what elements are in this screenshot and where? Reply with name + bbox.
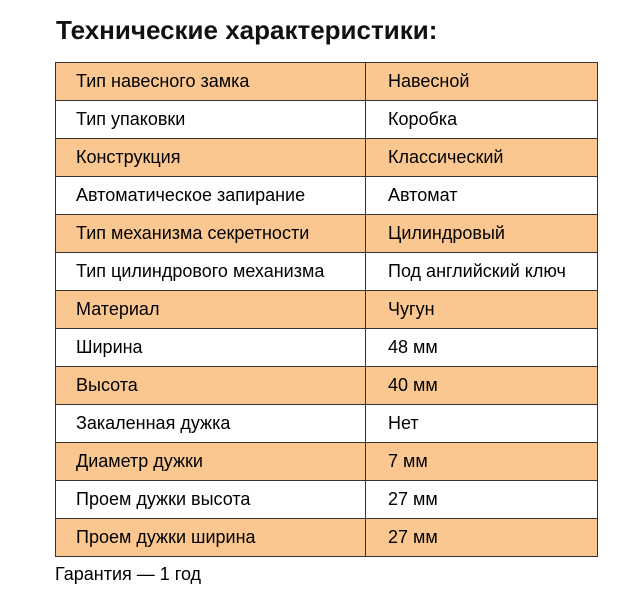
spec-value: Чугун [366, 291, 598, 329]
table-row [56, 215, 598, 253]
spec-value: 7 мм [366, 443, 598, 481]
spec-value: 27 мм [366, 519, 598, 557]
spec-label: Проем дужки высота [56, 481, 366, 519]
spec-label: Тип навесного замка [56, 63, 366, 101]
spec-value: Коробка [366, 101, 598, 139]
spec-label: Конструкция [56, 139, 366, 177]
spec-label: Материал [56, 291, 366, 329]
spec-label: Диаметр дужки [56, 443, 366, 481]
spec-value: Классический [366, 139, 598, 177]
specs-table [55, 62, 598, 557]
spec-value: 40 мм [366, 367, 598, 405]
table-row [56, 101, 598, 139]
spec-value: Автомат [366, 177, 598, 215]
spec-label: Ширина [56, 329, 366, 367]
table-row [56, 367, 598, 405]
table-row [56, 139, 598, 177]
table-row [56, 443, 598, 481]
spec-label: Закаленная дужка [56, 405, 366, 443]
warranty-note: Гарантия — 1 год [55, 564, 202, 584]
spec-value: Навесной [366, 63, 598, 101]
table-row [56, 329, 598, 367]
spec-label: Тип механизма секретности [56, 215, 366, 253]
spec-label: Автоматическое запирание [56, 177, 366, 215]
table-row [56, 177, 598, 215]
table-row [56, 405, 598, 443]
spec-value: 27 мм [366, 481, 598, 519]
table-row [56, 291, 598, 329]
spec-label: Тип цилиндрового механизма [56, 253, 366, 291]
spec-value: Цилиндровый [366, 215, 598, 253]
spec-label: Тип упаковки [56, 101, 366, 139]
spec-label: Проем дужки ширина [56, 519, 366, 557]
table-row [56, 519, 598, 557]
table-row [56, 63, 598, 101]
page-title: Технические характеристики: [56, 15, 438, 45]
table-row [56, 481, 598, 519]
spec-value: Под английский ключ [366, 253, 598, 291]
spec-label: Высота [56, 367, 366, 405]
spec-value: Нет [366, 405, 598, 443]
spec-value: 48 мм [366, 329, 598, 367]
table-row [56, 253, 598, 291]
